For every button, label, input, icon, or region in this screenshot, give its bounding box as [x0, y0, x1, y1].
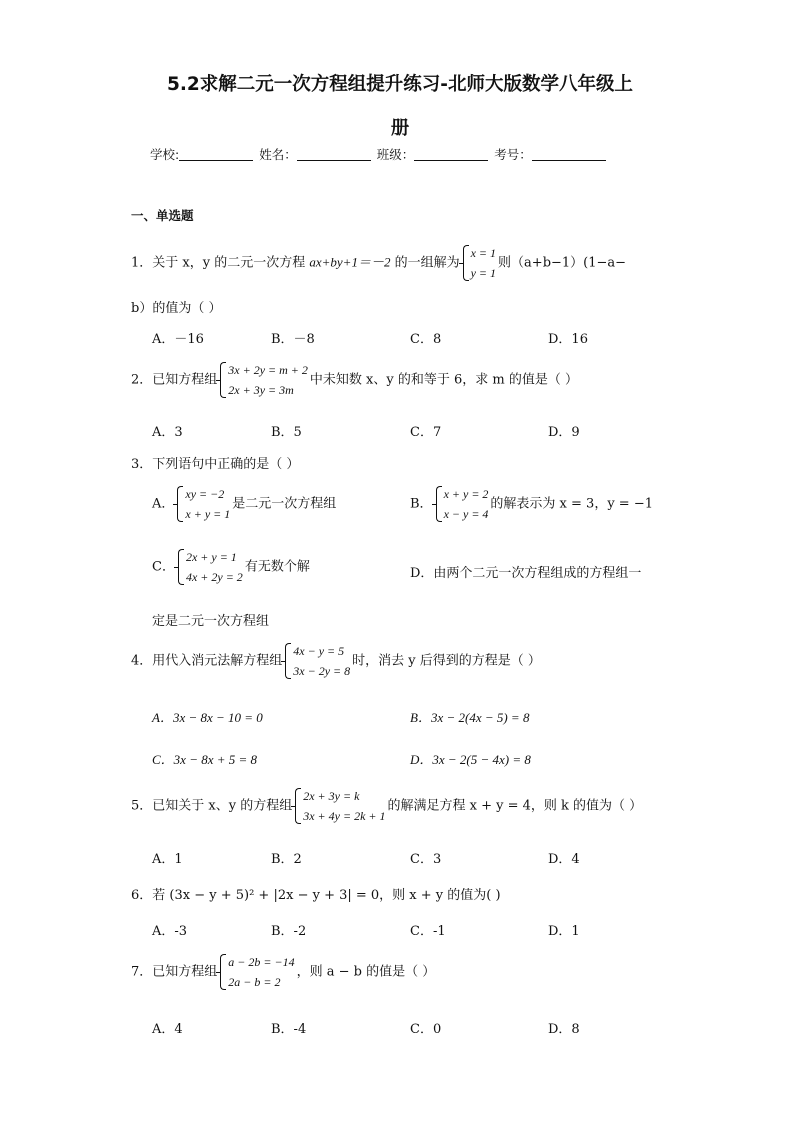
q1-prefix: 1．关于 x，y 的二元一次方程 — [131, 255, 306, 271]
q4-option-c[interactable]: C．3x − 8x + 5 = 8 — [152, 752, 258, 767]
question-7 — [131, 952, 435, 992]
q5-option-c[interactable]: C．3 — [410, 852, 442, 867]
q3-c-tail: 有无数个解 — [244, 559, 310, 575]
school-blank[interactable] — [179, 148, 253, 161]
q2-system — [219, 360, 308, 400]
q3-b-system — [435, 484, 489, 524]
q3-b-prefix: B． — [410, 496, 433, 512]
q5-prefix: 5．已知关于 x、y 的方程组 — [131, 798, 293, 814]
q1-option-b[interactable]: B．－8 — [271, 332, 315, 347]
q1-sys-line1: x = 1 — [470, 246, 497, 260]
q3-a-sys-line1: xy = −2 — [185, 487, 225, 501]
q1-sys-line2: y = 1 — [470, 266, 497, 280]
q5-system — [294, 786, 385, 826]
q7-option-c[interactable]: C．0 — [410, 1022, 442, 1037]
name-blank[interactable] — [297, 148, 371, 161]
q4-prefix: 4．用代入消元法解方程组 — [131, 653, 283, 669]
student-info-line — [150, 145, 650, 163]
q6-option-a[interactable]: A．-3 — [152, 924, 188, 939]
q2-sys-line1: 3x + 2y = m + 2 — [228, 363, 308, 377]
q3-option-d-continued: 定是二元一次方程组 — [152, 614, 270, 629]
q1-mid: 的一组解为 — [394, 255, 460, 271]
q7-option-d[interactable]: D．8 — [548, 1022, 580, 1037]
question-4 — [131, 641, 541, 681]
q5-sys-line1: 2x + 3y = k — [303, 789, 360, 803]
id-label: 考号： — [494, 147, 532, 162]
q2-prefix: 2．已知方程组 — [131, 372, 218, 388]
q5-tail: 的解满足方程 x + y = 4，则 k 的值为（ ） — [387, 798, 643, 814]
q1-option-c[interactable]: C．8 — [410, 332, 442, 347]
q3-b-tail: 的解表示为 x = 3，y = −1 — [490, 496, 653, 512]
q3-c-sys-line2: 4x + 2y = 2 — [185, 570, 243, 584]
question-1 — [131, 243, 626, 283]
q3-a-tail: 是二元一次方程组 — [232, 496, 337, 512]
q5-option-d[interactable]: D．4 — [548, 852, 580, 867]
q2-option-c[interactable]: C．7 — [410, 425, 442, 440]
school-label: 学校: — [150, 147, 180, 162]
q3-a-sys-line2: x + y = 1 — [185, 507, 231, 521]
question-6: 6．若 (3x − y + 5)² + |2x − y + 3| = 0，则 x + y 的值为( ) — [131, 888, 501, 903]
q3-b-sys-line1: x + y = 2 — [443, 487, 489, 501]
q7-sys-line2: 2a − b = 2 — [228, 975, 281, 989]
q1-system — [462, 243, 496, 283]
q1-option-d[interactable]: D．16 — [548, 332, 588, 347]
q7-system — [219, 952, 294, 992]
q4-option-a[interactable]: A．3x − 8x − 10 = 0 — [152, 710, 263, 725]
q4-option-d[interactable]: D．3x − 2(5 − 4x) = 8 — [410, 752, 531, 767]
page-title-continued: 册 — [390, 118, 410, 139]
q7-prefix: 7．已知方程组 — [131, 964, 218, 980]
q2-tail: 中未知数 x、y 的和等于 6，求 m 的值是（ ） — [309, 372, 578, 388]
q2-sys-line2: 2x + 3y = 3m — [228, 383, 294, 397]
question-3: 3．下列语句中正确的是（ ） — [131, 457, 300, 472]
q6-option-d[interactable]: D．1 — [548, 924, 580, 939]
q3-option-a[interactable] — [152, 484, 336, 524]
q3-option-d[interactable]: D．由两个二元一次方程组成的方程组一 — [410, 566, 642, 581]
q6-option-c[interactable]: C．-1 — [410, 924, 446, 939]
q7-option-b[interactable]: B．-4 — [271, 1022, 307, 1037]
q2-option-a[interactable]: A．3 — [152, 425, 183, 440]
q3-c-prefix: C． — [152, 559, 175, 575]
q1-equation: ax+by+1＝－2 — [309, 254, 391, 270]
q2-option-d[interactable]: D．9 — [548, 425, 580, 440]
section-heading: 一、单选题 — [131, 208, 194, 223]
q5-option-b[interactable]: B．2 — [271, 852, 302, 867]
q3-c-system — [177, 547, 243, 587]
q5-sys-line2: 3x + 4y = 2k + 1 — [303, 809, 386, 823]
q3-option-b[interactable] — [410, 484, 653, 524]
q5-option-a[interactable]: A．1 — [152, 852, 183, 867]
q7-sys-line1: a − 2b = −14 — [228, 955, 295, 969]
q7-option-a[interactable]: A．4 — [152, 1022, 183, 1037]
q4-sys-line1: 4x − y = 5 — [293, 644, 345, 658]
id-blank[interactable] — [532, 148, 606, 161]
name-label: 姓名： — [259, 147, 297, 162]
class-label: 班级： — [376, 147, 415, 162]
q4-option-b[interactable]: B．3x − 2(4x − 5) = 8 — [410, 710, 530, 725]
q2-option-b[interactable]: B．5 — [271, 425, 302, 440]
q3-c-sys-line1: 2x + y = 1 — [185, 550, 237, 564]
q1-option-a[interactable]: A．－16 — [152, 332, 204, 347]
q3-b-sys-line2: x − y = 4 — [443, 507, 489, 521]
question-5 — [131, 786, 642, 826]
q6-option-b[interactable]: B．-2 — [271, 924, 307, 939]
q3-a-system — [176, 484, 230, 524]
q7-tail: ，则 a − b 的值是（ ） — [296, 964, 436, 980]
q3-a-prefix: A． — [152, 496, 175, 512]
q3-option-c[interactable] — [152, 547, 310, 587]
q4-tail: 时，消去 y 后得到的方程是（ ） — [352, 653, 541, 669]
question-2 — [131, 360, 578, 400]
class-blank[interactable] — [414, 148, 488, 161]
q1-tail: 则（a+b−1）(1−a− — [498, 255, 627, 271]
question-1-continued: b）的值为（ ） — [131, 301, 222, 316]
q4-system — [284, 641, 350, 681]
q4-sys-line2: 3x − 2y = 8 — [293, 664, 351, 678]
page-title: 5.2求解二元一次方程组提升练习-北师大版数学八年级上 — [167, 74, 633, 95]
